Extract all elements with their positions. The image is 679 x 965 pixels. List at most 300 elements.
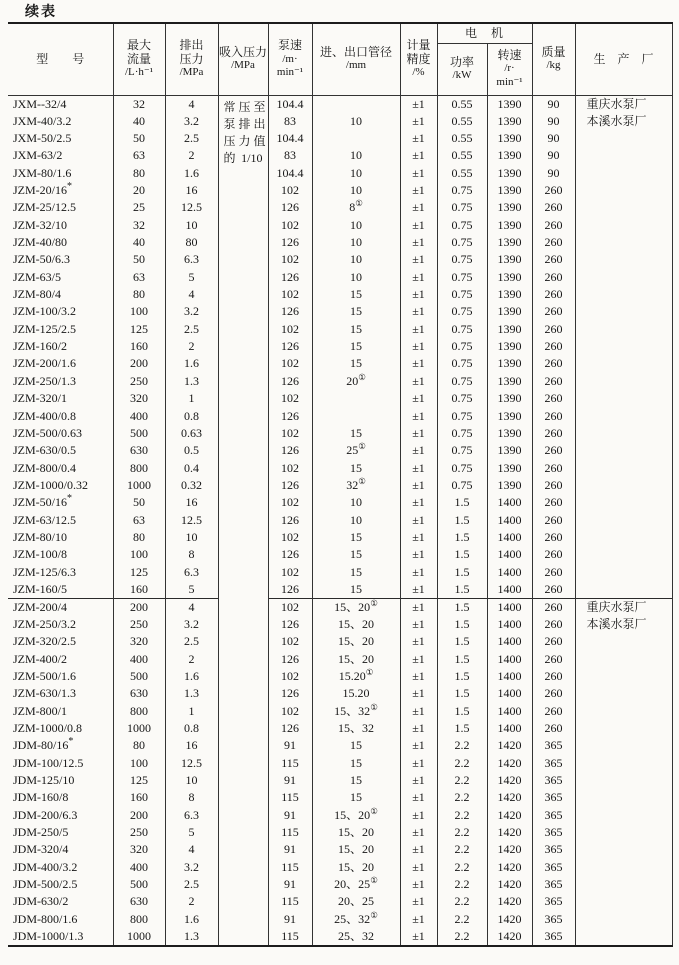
cell-metering-accuracy: ±1 xyxy=(400,182,437,199)
table-row xyxy=(8,893,672,910)
cell-manufacturer xyxy=(575,355,672,372)
cell-max-flow: 125 xyxy=(113,321,165,338)
cell-mass: 365 xyxy=(532,859,575,876)
table-row xyxy=(8,494,672,511)
cell-manufacturer xyxy=(575,807,672,824)
cell-pipe-diameter: 20、25 xyxy=(312,893,400,910)
cell-max-flow: 40 xyxy=(113,234,165,251)
cell-motor-rpm: 1400 xyxy=(487,581,532,599)
cell-discharge-pressure: 1.3 xyxy=(165,373,218,390)
cell-motor-rpm: 1390 xyxy=(487,442,532,459)
cell-model: JDM-80/16* xyxy=(8,737,113,754)
cell-discharge-pressure: 12.5 xyxy=(165,511,218,528)
cell-motor-power: 1.5 xyxy=(437,720,487,737)
cell-discharge-pressure: 2.5 xyxy=(165,130,218,147)
circled-1-footnote-mark: ① xyxy=(358,476,366,486)
table-row xyxy=(8,130,672,147)
cell-manufacturer xyxy=(575,390,672,407)
cell-manufacturer xyxy=(575,755,672,772)
cell-pipe-diameter xyxy=(312,390,400,407)
cell-motor-power: 0.75 xyxy=(437,355,487,372)
cell-metering-accuracy: ±1 xyxy=(400,269,437,286)
cell-pipe-diameter: 15 xyxy=(312,425,400,442)
cell-model: JDM-320/4 xyxy=(8,841,113,858)
cell-mass: 260 xyxy=(532,321,575,338)
cell-manufacturer xyxy=(575,720,672,737)
cell-pipe-diameter: 15、20 xyxy=(312,824,400,841)
cell-motor-rpm: 1400 xyxy=(487,650,532,667)
suction-note-line: 常 压 至 xyxy=(223,99,266,114)
cell-pump-speed: 83 xyxy=(268,113,312,130)
cell-pipe-diameter xyxy=(312,407,400,424)
cell-model: JZM-1000/0.8 xyxy=(8,720,113,737)
table-row xyxy=(8,546,672,563)
circled-1-footnote-mark: ① xyxy=(358,372,366,382)
cell-mass: 365 xyxy=(532,876,575,893)
cell-pipe-diameter: 15 xyxy=(312,563,400,580)
cell-max-flow: 630 xyxy=(113,442,165,459)
cell-mass: 260 xyxy=(532,199,575,216)
cell-pipe-diameter: 8① xyxy=(312,199,400,216)
table-header xyxy=(8,23,672,95)
cell-mass: 260 xyxy=(532,459,575,476)
cell-metering-accuracy: ±1 xyxy=(400,859,437,876)
header-unit: /r· xyxy=(504,62,515,75)
cell-motor-rpm: 1390 xyxy=(487,251,532,268)
cell-pump-speed: 102 xyxy=(268,425,312,442)
cell-model: JZM-100/3.2 xyxy=(8,303,113,320)
cell-pipe-diameter: 15、20 xyxy=(312,841,400,858)
cell-motor-power: 0.75 xyxy=(437,390,487,407)
cell-model: JZM-80/4 xyxy=(8,286,113,303)
cell-motor-power: 0.75 xyxy=(437,303,487,320)
cell-motor-rpm: 1390 xyxy=(487,321,532,338)
cell-manufacturer xyxy=(575,824,672,841)
col-header-suction-pressure xyxy=(218,23,268,95)
table-row xyxy=(8,685,672,702)
cell-discharge-pressure: 6.3 xyxy=(165,563,218,580)
cell-mass: 365 xyxy=(532,737,575,754)
cell-pipe-diameter xyxy=(312,130,400,147)
cell-max-flow: 250 xyxy=(113,373,165,390)
cell-motor-rpm: 1420 xyxy=(487,772,532,789)
header-unit: /L·h⁻¹ xyxy=(124,66,154,78)
cell-metering-accuracy: ±1 xyxy=(400,199,437,216)
cell-metering-accuracy: ±1 xyxy=(400,720,437,737)
cell-max-flow: 125 xyxy=(113,772,165,789)
circled-1-footnote-mark: ① xyxy=(370,598,378,608)
cell-max-flow: 630 xyxy=(113,893,165,910)
cell-motor-rpm: 1390 xyxy=(487,459,532,476)
cell-manufacturer xyxy=(575,477,672,494)
table-row xyxy=(8,95,672,113)
cell-discharge-pressure: 2 xyxy=(165,893,218,910)
cell-manufacturer xyxy=(575,234,672,251)
cell-mass: 260 xyxy=(532,494,575,511)
cell-motor-power: 2.2 xyxy=(437,772,487,789)
table-row xyxy=(8,563,672,580)
cell-pump-speed: 126 xyxy=(268,616,312,633)
cell-motor-rpm: 1390 xyxy=(487,147,532,164)
cell-motor-rpm: 1390 xyxy=(487,182,532,199)
header-unit: /MPa xyxy=(179,66,204,78)
cell-metering-accuracy: ±1 xyxy=(400,772,437,789)
cell-max-flow: 320 xyxy=(113,390,165,407)
cell-pump-speed: 91 xyxy=(268,876,312,893)
cell-discharge-pressure: 1.6 xyxy=(165,911,218,928)
cell-model: JZM-40/80 xyxy=(8,234,113,251)
cell-pump-speed: 102 xyxy=(268,494,312,511)
col-header-motor-group: 电 机 xyxy=(437,23,532,43)
cell-motor-power: 0.75 xyxy=(437,459,487,476)
cell-model: JZM-250/3.2 xyxy=(8,616,113,633)
cell-max-flow: 200 xyxy=(113,355,165,372)
cell-motor-rpm: 1390 xyxy=(487,355,532,372)
cell-pipe-diameter: 15、20① xyxy=(312,807,400,824)
cell-mass: 260 xyxy=(532,477,575,494)
cell-motor-rpm: 1400 xyxy=(487,720,532,737)
cell-model: JZM-630/1.3 xyxy=(8,685,113,702)
cell-motor-power: 0.75 xyxy=(437,442,487,459)
table-row xyxy=(8,286,672,303)
table-row xyxy=(8,373,672,390)
cell-model: JZM-320/2.5 xyxy=(8,633,113,650)
cell-max-flow: 200 xyxy=(113,807,165,824)
header-label: 生 产 厂 xyxy=(593,51,654,66)
cell-discharge-pressure: 1 xyxy=(165,390,218,407)
cell-motor-power: 1.5 xyxy=(437,529,487,546)
cell-motor-rpm: 1390 xyxy=(487,234,532,251)
cell-max-flow: 500 xyxy=(113,425,165,442)
cell-discharge-pressure: 12.5 xyxy=(165,755,218,772)
cell-mass: 260 xyxy=(532,511,575,528)
cell-mass: 260 xyxy=(532,650,575,667)
cell-mass: 260 xyxy=(532,217,575,234)
cell-discharge-pressure: 1.6 xyxy=(165,355,218,372)
table-continuation-caption: 续表 xyxy=(25,5,57,20)
cell-model: JDM-800/1.6 xyxy=(8,911,113,928)
cell-metering-accuracy: ±1 xyxy=(400,598,437,616)
cell-metering-accuracy: ±1 xyxy=(400,650,437,667)
cell-pipe-diameter: 15 xyxy=(312,355,400,372)
cell-mass: 260 xyxy=(532,234,575,251)
header-label: 进、出口管径 xyxy=(319,44,392,59)
cell-pipe-diameter: 15 xyxy=(312,581,400,599)
cell-mass: 90 xyxy=(532,165,575,182)
circled-1-footnote-mark: ① xyxy=(370,875,378,886)
table-row xyxy=(8,390,672,407)
cell-discharge-pressure: 0.4 xyxy=(165,459,218,476)
cell-model: JZM-500/1.6 xyxy=(8,668,113,685)
cell-max-flow: 500 xyxy=(113,668,165,685)
cell-motor-power: 1.5 xyxy=(437,581,487,599)
cell-pump-speed: 115 xyxy=(268,824,312,841)
cell-motor-power: 2.2 xyxy=(437,755,487,772)
cell-mass: 260 xyxy=(532,581,575,599)
cell-metering-accuracy: ±1 xyxy=(400,425,437,442)
cell-max-flow: 50 xyxy=(113,130,165,147)
suction-note-line: 压 力 值 xyxy=(223,134,266,149)
cell-manufacturer xyxy=(575,789,672,806)
cell-motor-rpm: 1400 xyxy=(487,494,532,511)
header-label: 泵速 xyxy=(277,38,302,52)
cell-mass: 365 xyxy=(532,911,575,928)
cell-motor-power: 0.75 xyxy=(437,407,487,424)
cell-motor-power: 0.75 xyxy=(437,199,487,216)
cell-pump-speed: 102 xyxy=(268,251,312,268)
table-row xyxy=(8,425,672,442)
cell-pump-speed: 91 xyxy=(268,841,312,858)
cell-model: JZM-500/0.63 xyxy=(8,425,113,442)
cell-discharge-pressure: 1 xyxy=(165,703,218,720)
cell-pipe-diameter: 15 xyxy=(312,755,400,772)
cell-metering-accuracy: ±1 xyxy=(400,755,437,772)
table-row xyxy=(8,321,672,338)
table-row xyxy=(8,824,672,841)
cell-max-flow: 400 xyxy=(113,859,165,876)
col-header-motor-speed xyxy=(487,43,532,95)
cell-manufacturer xyxy=(575,511,672,528)
cell-metering-accuracy: ±1 xyxy=(400,251,437,268)
cell-motor-power: 0.75 xyxy=(437,217,487,234)
circled-1-footnote-mark: ① xyxy=(370,910,378,920)
cell-pump-speed: 91 xyxy=(268,807,312,824)
cell-pipe-diameter: 10 xyxy=(312,217,400,234)
table-row xyxy=(8,720,672,737)
cell-motor-power: 1.5 xyxy=(437,563,487,580)
cell-manufacturer xyxy=(575,928,672,946)
cell-pipe-diameter: 15、20① xyxy=(312,598,400,616)
asterisk-footnote-mark: * xyxy=(67,181,72,193)
cell-model: JZM-20/16* xyxy=(8,182,113,199)
cell-motor-rpm: 1390 xyxy=(487,373,532,390)
cell-motor-power: 1.5 xyxy=(437,546,487,563)
header-unit: min⁻¹ xyxy=(496,75,523,88)
cell-pump-speed: 126 xyxy=(268,338,312,355)
table-row xyxy=(8,147,672,164)
cell-pump-speed: 126 xyxy=(268,650,312,667)
header-label: 最大 xyxy=(126,38,151,52)
header-label: 计量 xyxy=(406,38,431,52)
cell-mass: 260 xyxy=(532,633,575,650)
cell-motor-power: 1.5 xyxy=(437,633,487,650)
cell-max-flow: 50 xyxy=(113,494,165,511)
cell-mass: 365 xyxy=(532,893,575,910)
cell-pipe-diameter: 15 xyxy=(312,286,400,303)
col-header-metering-accuracy xyxy=(400,23,437,95)
cell-manufacturer xyxy=(575,338,672,355)
cell-pipe-diameter: 25① xyxy=(312,442,400,459)
cell-mass: 365 xyxy=(532,789,575,806)
cell-discharge-pressure: 3.2 xyxy=(165,113,218,130)
cell-model: JZM-200/1.6 xyxy=(8,355,113,372)
cell-max-flow: 630 xyxy=(113,685,165,702)
cell-pipe-diameter: 15、20 xyxy=(312,650,400,667)
table-row xyxy=(8,511,672,528)
cell-mass: 260 xyxy=(532,598,575,616)
cell-motor-rpm: 1420 xyxy=(487,807,532,824)
header-unit: /m· xyxy=(282,52,298,65)
cell-manufacturer xyxy=(575,407,672,424)
cell-manufacturer xyxy=(575,876,672,893)
cell-model: JDM-1000/1.3 xyxy=(8,928,113,946)
cell-max-flow: 200 xyxy=(113,598,165,616)
cell-max-flow: 160 xyxy=(113,581,165,599)
cell-motor-rpm: 1390 xyxy=(487,269,532,286)
cell-metering-accuracy: ±1 xyxy=(400,668,437,685)
cell-motor-power: 2.2 xyxy=(437,859,487,876)
cell-manufacturer xyxy=(575,703,672,720)
table-row xyxy=(8,841,672,858)
header-unit: /kg xyxy=(546,59,561,72)
cell-pipe-diameter: 10 xyxy=(312,251,400,268)
table-row xyxy=(8,928,672,946)
header-label: 压力 xyxy=(179,51,204,66)
cell-motor-rpm: 1420 xyxy=(487,824,532,841)
cell-discharge-pressure: 4 xyxy=(165,598,218,616)
cell-metering-accuracy: ±1 xyxy=(400,928,437,946)
cell-pipe-diameter: 10 xyxy=(312,494,400,511)
cell-pump-speed: 126 xyxy=(268,477,312,494)
cell-manufacturer xyxy=(575,668,672,685)
cell-motor-rpm: 1420 xyxy=(487,893,532,910)
cell-mass: 260 xyxy=(532,251,575,268)
cell-motor-power: 0.75 xyxy=(437,182,487,199)
cell-pipe-diameter: 15.20 xyxy=(312,685,400,702)
cell-motor-rpm: 1390 xyxy=(487,390,532,407)
cell-motor-power: 0.75 xyxy=(437,373,487,390)
cell-discharge-pressure: 4 xyxy=(165,95,218,113)
cell-metering-accuracy: ±1 xyxy=(400,147,437,164)
cell-pump-speed: 126 xyxy=(268,546,312,563)
cell-model: JXM-50/2.5 xyxy=(8,130,113,147)
table-row xyxy=(8,269,672,286)
cell-pump-speed: 102 xyxy=(268,703,312,720)
cell-motor-power: 0.55 xyxy=(437,165,487,182)
cell-max-flow: 125 xyxy=(113,563,165,580)
cell-model: JZM-32/10 xyxy=(8,217,113,234)
suction-note-line: 的 1/10 xyxy=(223,151,263,166)
cell-model: JZM-200/4 xyxy=(8,598,113,616)
col-header-pipe-diameter xyxy=(312,23,400,95)
cell-pump-speed: 126 xyxy=(268,720,312,737)
cell-discharge-pressure: 5 xyxy=(165,581,218,599)
cell-pump-speed: 102 xyxy=(268,355,312,372)
cell-motor-power: 1.5 xyxy=(437,598,487,616)
cell-max-flow: 320 xyxy=(113,633,165,650)
cell-discharge-pressure: 1.3 xyxy=(165,928,218,946)
cell-model: JDM-100/12.5 xyxy=(8,755,113,772)
cell-motor-rpm: 1400 xyxy=(487,685,532,702)
table-row xyxy=(8,911,672,928)
cell-discharge-pressure: 1.6 xyxy=(165,668,218,685)
cell-manufacturer xyxy=(575,251,672,268)
cell-mass: 260 xyxy=(532,685,575,702)
cell-mass: 365 xyxy=(532,824,575,841)
cell-mass: 260 xyxy=(532,407,575,424)
cell-pipe-diameter: 15 xyxy=(312,321,400,338)
cell-motor-rpm: 1390 xyxy=(487,407,532,424)
cell-mass: 260 xyxy=(532,269,575,286)
cell-max-flow: 80 xyxy=(113,529,165,546)
cell-max-flow: 800 xyxy=(113,911,165,928)
cell-model: JZM-100/8 xyxy=(8,546,113,563)
cell-mass: 365 xyxy=(532,772,575,789)
cell-metering-accuracy: ±1 xyxy=(400,130,437,147)
cell-model: JZM-1000/0.32 xyxy=(8,477,113,494)
cell-mass: 260 xyxy=(532,703,575,720)
cell-model: JZM-50/6.3 xyxy=(8,251,113,268)
cell-pump-speed: 91 xyxy=(268,737,312,754)
cell-pump-speed: 115 xyxy=(268,928,312,946)
cell-discharge-pressure: 10 xyxy=(165,529,218,546)
cell-motor-rpm: 1390 xyxy=(487,477,532,494)
cell-metering-accuracy: ±1 xyxy=(400,737,437,754)
cell-discharge-pressure: 4 xyxy=(165,286,218,303)
cell-model: JZM-160/5 xyxy=(8,581,113,599)
cell-pipe-diameter: 15 xyxy=(312,546,400,563)
table-row xyxy=(8,650,672,667)
cell-motor-power: 2.2 xyxy=(437,807,487,824)
cell-model: JDM-125/10 xyxy=(8,772,113,789)
cell-motor-power: 0.55 xyxy=(437,130,487,147)
table-row xyxy=(8,338,672,355)
cell-motor-rpm: 1400 xyxy=(487,668,532,685)
cell-manufacturer xyxy=(575,633,672,650)
cell-metering-accuracy: ±1 xyxy=(400,95,437,113)
cell-discharge-pressure: 1.3 xyxy=(165,685,218,702)
cell-pipe-diameter: 10 xyxy=(312,113,400,130)
cell-discharge-pressure: 5 xyxy=(165,269,218,286)
cell-pipe-diameter: 15 xyxy=(312,772,400,789)
cell-manufacturer xyxy=(575,737,672,754)
cell-manufacturer xyxy=(575,321,672,338)
cell-mass: 90 xyxy=(532,95,575,113)
cell-manufacturer: 本溪水泵厂 xyxy=(575,616,672,633)
asterisk-footnote-mark: * xyxy=(67,494,72,505)
cell-pipe-diameter: 15、20 xyxy=(312,859,400,876)
cell-motor-rpm: 1420 xyxy=(487,841,532,858)
cell-max-flow: 80 xyxy=(113,737,165,754)
cell-manufacturer xyxy=(575,286,672,303)
cell-mass: 260 xyxy=(532,338,575,355)
header-label: 吸入压力 xyxy=(218,44,267,59)
cell-metering-accuracy: ±1 xyxy=(400,581,437,599)
cell-motor-power: 0.75 xyxy=(437,251,487,268)
cell-metering-accuracy: ±1 xyxy=(400,893,437,910)
cell-max-flow: 80 xyxy=(113,286,165,303)
cell-metering-accuracy: ±1 xyxy=(400,685,437,702)
cell-model: JXM--32/4 xyxy=(8,95,113,113)
cell-pump-speed: 104.4 xyxy=(268,130,312,147)
cell-max-flow: 80 xyxy=(113,165,165,182)
table-row xyxy=(8,772,672,789)
cell-metering-accuracy: ±1 xyxy=(400,911,437,928)
cell-manufacturer: 重庆水泵厂 xyxy=(575,95,672,113)
table-row xyxy=(8,407,672,424)
cell-motor-rpm: 1390 xyxy=(487,199,532,216)
cell-pipe-diameter: 15 xyxy=(312,529,400,546)
cell-pump-speed: 104.4 xyxy=(268,165,312,182)
cell-max-flow: 320 xyxy=(113,841,165,858)
col-header-motor-power xyxy=(437,43,487,95)
col-header-mass xyxy=(532,23,575,95)
cell-mass: 365 xyxy=(532,807,575,824)
header-label: 型 号 xyxy=(36,51,85,66)
cell-mass: 365 xyxy=(532,841,575,858)
cell-manufacturer xyxy=(575,147,672,164)
cell-pump-speed: 102 xyxy=(268,217,312,234)
